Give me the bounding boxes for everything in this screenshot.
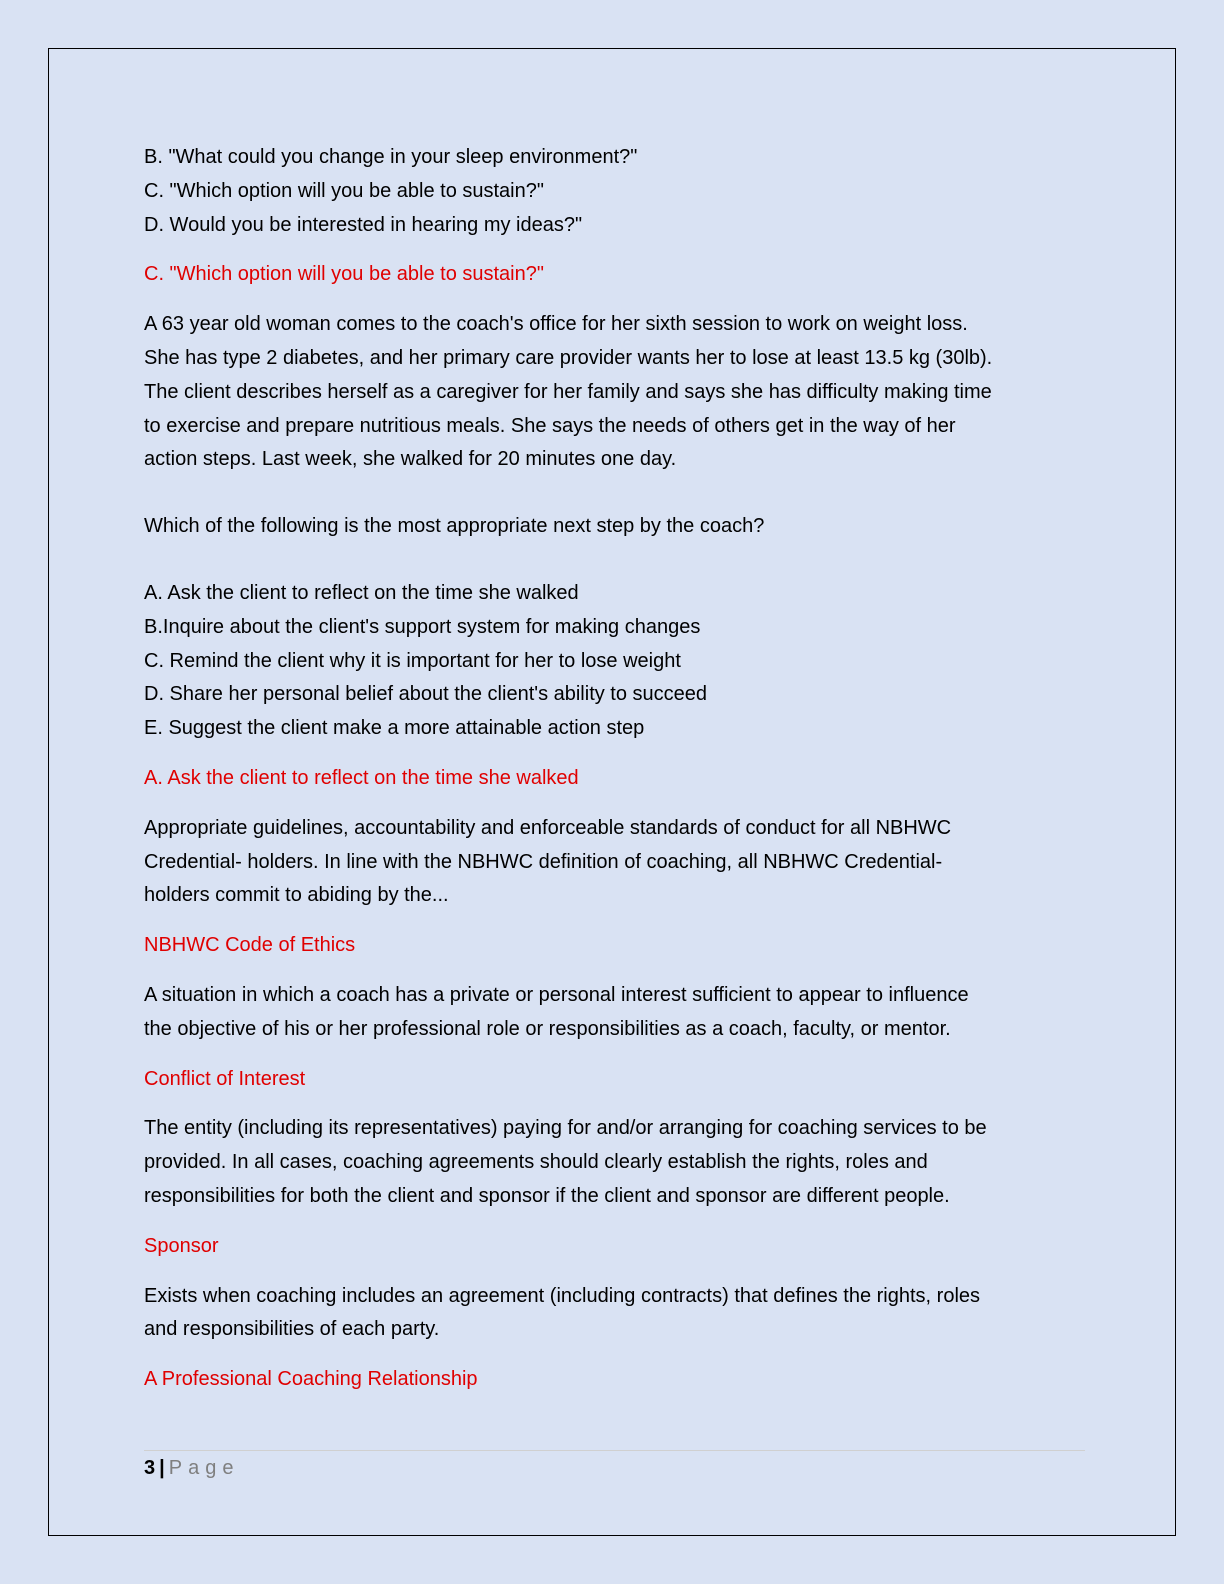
question-options (144, 141, 1089, 242)
footer-divider (144, 1450, 1085, 1451)
scenario-line: The client describes herself as a caregiver for her family and says she has difficulty making time (144, 380, 992, 403)
definition-paragraph (144, 979, 1089, 1047)
option-d: D. Share her personal belief about the client's ability to succeed (144, 683, 708, 706)
definition-line: and responsibilities of each party. (144, 1318, 440, 1341)
option-e: E. Suggest the client make a more attainable action step (144, 717, 645, 740)
definition-line: the objective of his or her professional role or responsibilities as a coach, faculty, or mentor. (144, 1017, 951, 1040)
definition-paragraph (144, 812, 1089, 913)
page-number: 3 (144, 1457, 156, 1479)
question-stem: Which of the following is the most appropriate next step by the coach? (144, 515, 765, 538)
option-b: B. "What could you change in your sleep environment?" (144, 146, 638, 168)
page-content (144, 141, 1089, 1397)
definition-term: NBHWC Code of Ethics (144, 934, 356, 957)
footer-separator: | (159, 1457, 165, 1479)
scenario-line: to exercise and prepare nutritious meals. She says the needs of others get in the way of her (144, 414, 956, 437)
question-options (144, 577, 1089, 746)
option-a: A. Ask the client to reflect on the time she walked (144, 581, 579, 604)
definition-term: Sponsor (144, 1234, 219, 1257)
definition-line: Credential- holders. In line with the NBHWC definition of coaching, all NBHWC Credential- (144, 850, 943, 873)
scenario-paragraph (144, 308, 1089, 477)
definition-line: A situation in which a coach has a private or personal interest sufficient to appear to influence (144, 983, 969, 1006)
definition-paragraph (144, 1280, 1089, 1348)
answer-text: C. "Which option will you be able to sustain?" (144, 263, 544, 286)
option-b: B.Inquire about the client's support system for making changes (144, 615, 701, 638)
definition-term: A Professional Coaching Relationship (144, 1368, 478, 1391)
definition-paragraph (144, 1112, 1089, 1213)
page-label: Page (168, 1457, 240, 1479)
definition-line: holders commit to abiding by the... (144, 884, 449, 907)
scenario-line: action steps. Last week, she walked for 20 minutes one day. (144, 448, 677, 471)
option-c: C. "Which option will you be able to sustain?" (144, 179, 544, 202)
option-d: D. Would you be interested in hearing my ideas?" (144, 213, 583, 236)
scenario-line: A 63 year old woman comes to the coach's office for her sixth session to work on weight loss. (144, 313, 968, 336)
definition-line: The entity (including its representatives) paying for and/or arranging for coaching services to be (144, 1117, 987, 1140)
page-footer (144, 1454, 239, 1482)
definition-line: provided. In all cases, coaching agreements should clearly establish the rights, roles and (144, 1151, 928, 1174)
option-c: C. Remind the client why it is important for her to lose weight (144, 649, 681, 672)
definition-line: Exists when coaching includes an agreement (including contracts) that defines the rights, roles (144, 1284, 981, 1307)
definition-term: Conflict of Interest (144, 1067, 306, 1090)
answer-text: A. Ask the client to reflect on the time she walked (144, 766, 579, 789)
definition-line: Appropriate guidelines, accountability and enforceable standards of conduct for all NBHWC (144, 816, 952, 839)
scenario-line: She has type 2 diabetes, and her primary care provider wants her to lose at least 13.5 kg (30lb). (144, 346, 993, 369)
definition-line: responsibilities for both the client and sponsor if the client and sponsor are different people. (144, 1184, 950, 1207)
